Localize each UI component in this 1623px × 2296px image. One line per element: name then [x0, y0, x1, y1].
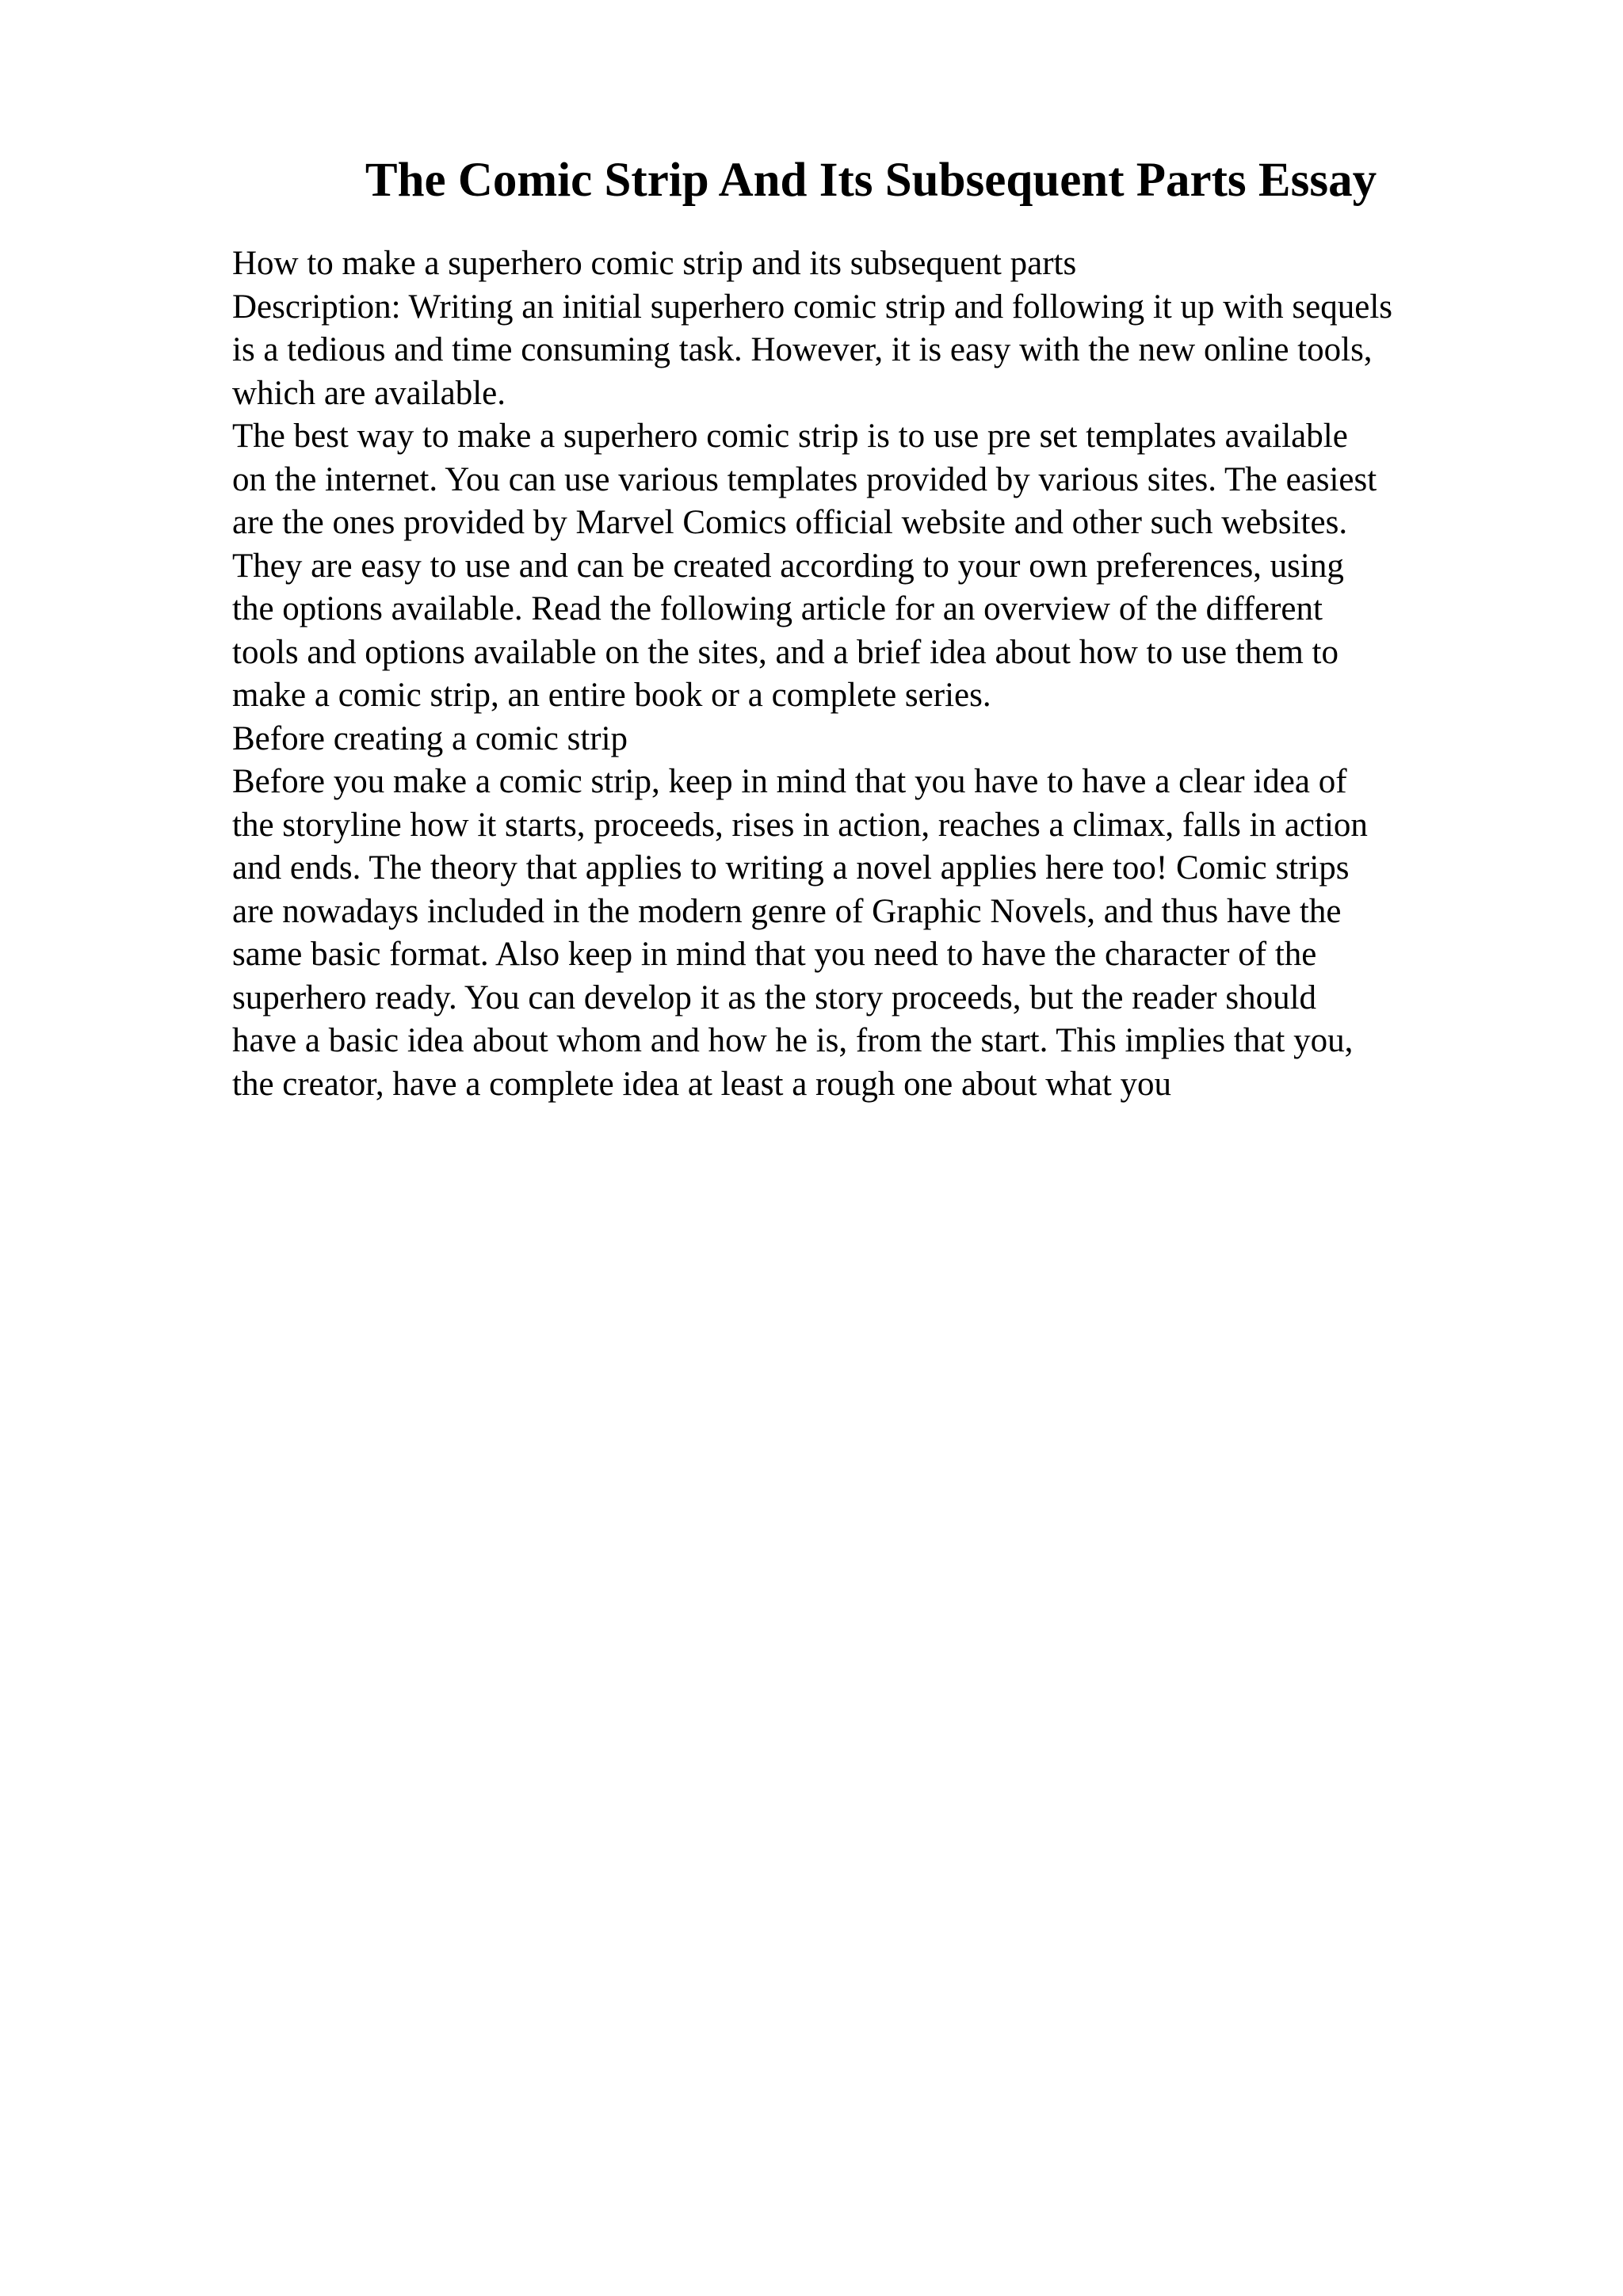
- text-line: the options available. Read the following article for an overview of the different: [232, 590, 1323, 627]
- essay-body: [232, 242, 1516, 1106]
- text-line: the storyline how it starts, proceeds, rises in action, reaches a climax, falls in action: [232, 806, 1368, 844]
- title-container: [0, 149, 1623, 212]
- page-title: The Comic Strip And Its Subsequent Parts Essay: [365, 154, 1377, 207]
- text-line: have a basic idea about whom and how he is, from the start. This implies that you,: [232, 1022, 1354, 1059]
- text-line: superhero ready. You can develop it as the story proceeds, but the reader should: [232, 978, 1317, 1016]
- text-line: are the ones provided by Marvel Comics official website and other such websites.: [232, 504, 1348, 541]
- text-line: tools and options available on the sites, and a brief idea about how to use them to: [232, 633, 1338, 671]
- text-line: are nowadays included in the modern genre of Graphic Novels, and thus have the: [232, 892, 1342, 930]
- text-line: Before creating a comic strip: [232, 719, 628, 757]
- text-line: The best way to make a superhero comic strip is to use pre set templates available: [232, 418, 1348, 455]
- text-line: same basic format. Also keep in mind that you need to have the character of the: [232, 936, 1317, 973]
- text-line: They are easy to use and can be created according to your own preferences, using: [232, 547, 1344, 585]
- text-line: on the internet. You can use various templates provided by various sites. The easiest: [232, 460, 1377, 498]
- text-line: which are available.: [232, 374, 506, 412]
- text-line: and ends. The theory that applies to writing a novel applies here too! Comic strips: [232, 849, 1350, 887]
- text-line: the creator, have a complete idea at least a rough one about what you: [232, 1065, 1172, 1103]
- text-line: is a tedious and time consuming task. However, it is easy with the new online tools,: [232, 331, 1373, 368]
- text-line: Before you make a comic strip, keep in mind that you have to have a clear idea of: [232, 763, 1347, 800]
- text-line: How to make a superhero comic strip and its subsequent parts: [232, 245, 1077, 282]
- text-line: Description: Writing an initial superhero comic strip and following it up with sequels: [232, 288, 1392, 326]
- text-line: make a comic strip, an entire book or a complete series.: [232, 677, 991, 714]
